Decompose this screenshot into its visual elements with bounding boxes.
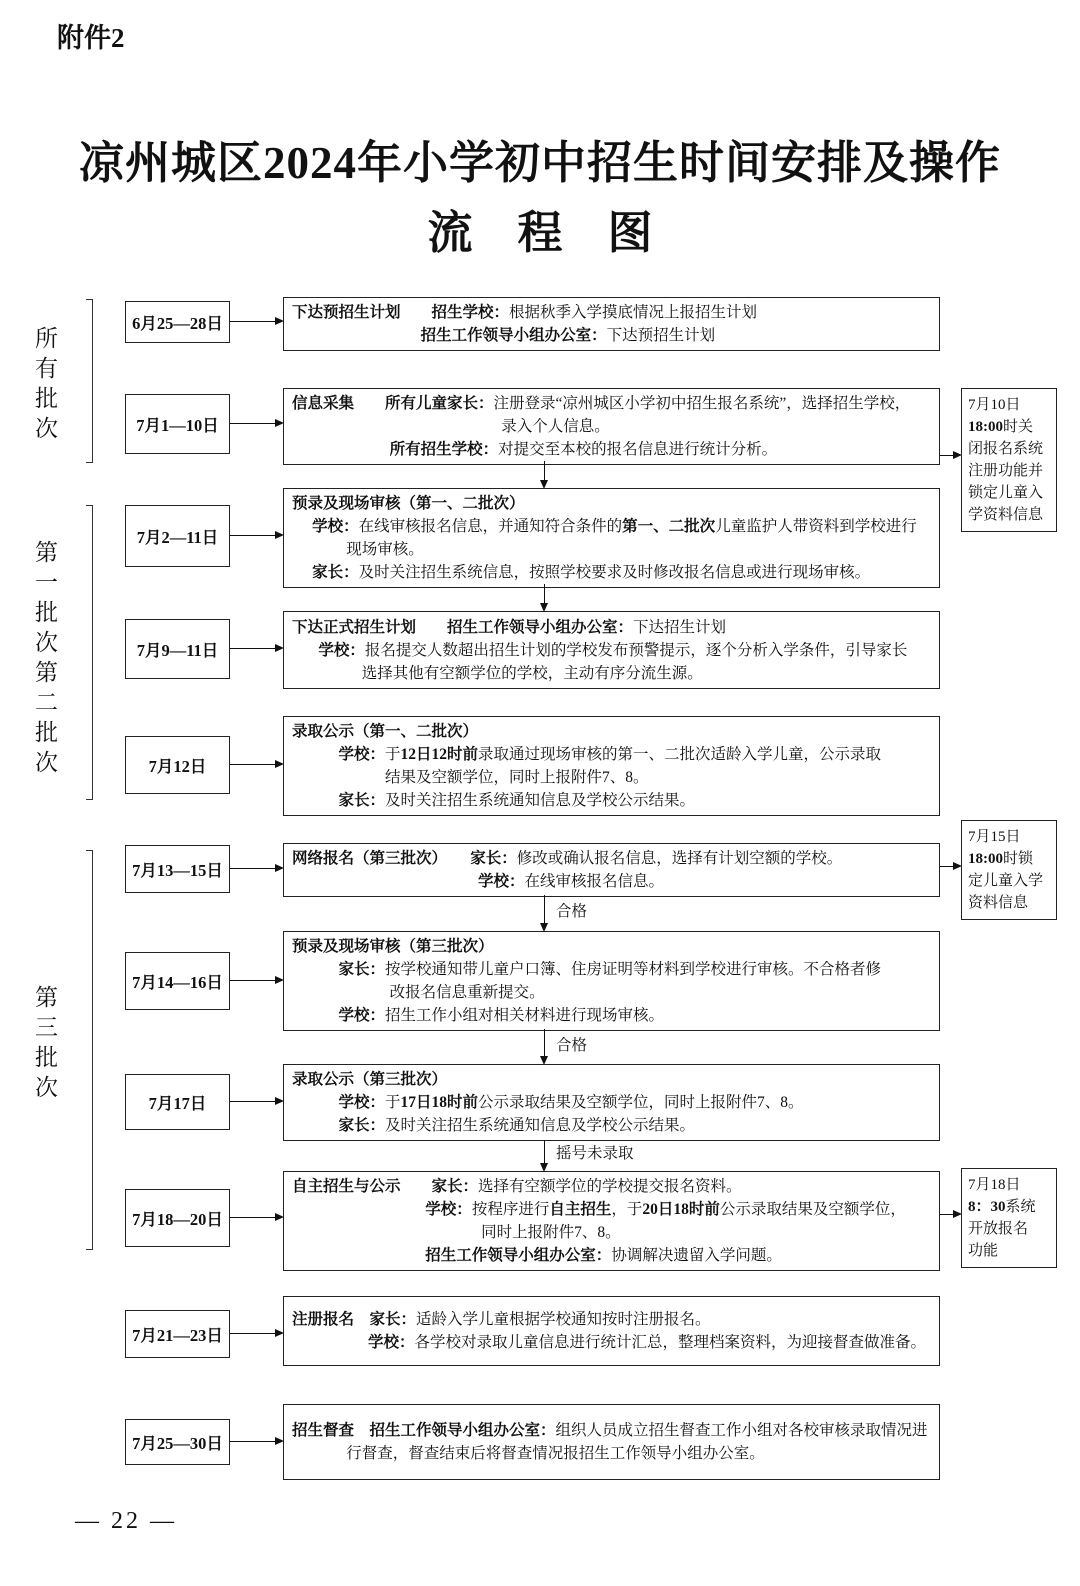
side-note-text-line <box>968 1196 1050 1218</box>
text-segment: 功能 <box>968 1243 999 1259</box>
step-text-line <box>292 766 931 789</box>
bold-text-segment: 家长： <box>431 1178 479 1195</box>
bold-text-segment: 家长： <box>470 850 517 867</box>
batch-label-all-batches: 所有批次 <box>32 326 57 446</box>
text-segment: 选择有空额学位的学校提交报名资料。 <box>478 1178 742 1195</box>
bold-text-segment: 所有招生学校： <box>389 441 499 458</box>
bold-text-segment: 信息采集 <box>292 395 355 412</box>
text-segment: 于 <box>385 1094 401 1111</box>
bold-text-segment: 家长： <box>338 1117 386 1134</box>
text-segment: 根据秋季入学摸底情况上报招生计划 <box>509 304 758 321</box>
date-box-row-8: 7月17日 <box>125 1074 230 1130</box>
text-segment <box>401 304 432 321</box>
step-box-10 <box>283 1296 940 1366</box>
text-segment: 组织人员成立招生督查工作小组对各校审核录取情况进 <box>555 1422 928 1439</box>
bold-text-segment: 招生工作领导小组办公室： <box>425 1247 612 1264</box>
bold-text-segment: 学校： <box>338 1094 386 1111</box>
bold-text-segment: 招生工作领导小组办公室： <box>420 327 607 344</box>
text-segment <box>354 1422 370 1439</box>
bold-text-segment: 18:00 <box>968 851 1003 867</box>
arrow-date-to-step-9 <box>230 1217 275 1218</box>
bold-text-segment: 家长： <box>312 564 359 581</box>
text-segment: 定儿童入学 <box>968 873 1044 889</box>
bold-text-segment: 录取公示（第三批次） <box>292 1071 448 1088</box>
text-segment: 下达预招生计划 <box>606 327 716 344</box>
arrow-date-to-step-8 <box>230 1101 275 1102</box>
arrow-date-to-step-1 <box>230 321 275 322</box>
side-note-text-line <box>968 416 1050 438</box>
text-segment: 按程序进行 <box>471 1201 550 1218</box>
bold-text-segment: 下达正式招生计划 <box>292 618 417 636</box>
bold-text-segment: 学校： <box>318 641 365 659</box>
step-box-3 <box>283 488 940 588</box>
side-note-text-line <box>968 394 1050 416</box>
step-text-line <box>292 392 931 415</box>
bold-text-segment: 自主招生与公示 <box>292 1178 401 1195</box>
step-box-5 <box>283 716 940 816</box>
arrow-to-side-note-3 <box>940 1214 953 1215</box>
text-segment: 及时关注招生系统信息，按照学校要求及时修改报名信息或进行现场审核。 <box>358 564 871 581</box>
bold-text-segment: 学校： <box>338 1007 386 1024</box>
bold-text-segment: 学校： <box>312 518 359 535</box>
bracket-all-batches <box>86 299 93 463</box>
text-segment <box>416 619 447 636</box>
document-title-line1: 凉州城区2024年小学初中招生时间安排及操作 <box>78 138 1001 188</box>
date-box-row-3: 7月2—11日 <box>125 505 230 567</box>
connector-label-c4: 合格 <box>556 1037 588 1054</box>
text-segment: 公示录取结果及空额学位， <box>719 1201 906 1218</box>
arrow-date-to-step-10 <box>230 1333 275 1334</box>
step-text-line <box>292 1004 931 1027</box>
side-note-text-line <box>968 482 1050 504</box>
date-box-row-6: 7月13—15日 <box>125 845 230 893</box>
bold-text-segment: 学校： <box>478 873 525 890</box>
batch-label-third-batch: 第三批次 <box>32 985 57 1105</box>
text-segment: 改报名信息重新提交。 <box>389 984 545 1001</box>
step-text-line <box>292 1331 931 1354</box>
step-box-9 <box>283 1171 940 1271</box>
bold-text-segment: 学校： <box>425 1201 472 1218</box>
text-segment: 按学校通知带儿童户口簿、住房证明等材料到学校进行审核。不合格者修 <box>385 961 882 978</box>
text-segment: 报名提交人数超出招生计划的学校发布预警提示，逐个分析入学条件，引导家长 <box>364 641 908 659</box>
text-segment: 时锁 <box>1003 851 1034 867</box>
step-text-line <box>292 1419 931 1442</box>
text-segment: 时关 <box>1003 419 1034 435</box>
step-box-8 <box>283 1064 940 1141</box>
bold-text-segment: 下达预招生计划 <box>292 304 401 321</box>
arrow-date-to-step-2 <box>230 423 275 424</box>
side-note-text-line <box>968 460 1050 482</box>
bold-text-segment: 所有儿童家长： <box>385 395 494 412</box>
bold-text-segment: 预录及现场审核（第三批次） <box>292 938 494 955</box>
text-segment <box>439 850 470 867</box>
text-segment: 下达招生计划 <box>633 618 727 636</box>
side-note-text-line <box>968 1174 1050 1196</box>
text-segment: 在线审核报名信息。 <box>524 873 665 890</box>
text-segment: 修改或确认报名信息，选择有计划空额的学校。 <box>516 850 843 867</box>
date-box-row-11: 7月25—30日 <box>125 1419 230 1465</box>
bracket-batch-3 <box>86 850 93 1250</box>
step-text-line <box>292 1198 931 1221</box>
text-segment: 公示录取结果及空额学位，同时上报附件7、8。 <box>478 1094 804 1111</box>
side-note-3 <box>961 1168 1057 1268</box>
step-text-line <box>292 1091 931 1114</box>
step-text-line <box>292 1244 931 1267</box>
text-segment: 7月18日 <box>968 1177 1021 1193</box>
bold-text-segment: 招生督查 <box>292 1422 355 1439</box>
bold-text-segment: 家长： <box>338 961 386 978</box>
step-text-line <box>292 301 931 324</box>
down-arrow-c1 <box>544 461 545 480</box>
side-note-text-line <box>968 892 1050 914</box>
arrow-date-to-step-4 <box>230 648 275 649</box>
step-text-line <box>292 789 931 812</box>
text-segment: 于 <box>385 746 401 763</box>
bold-text-segment: 注册报名 <box>292 1311 355 1328</box>
bold-text-segment: 家长： <box>369 1311 417 1328</box>
bold-text-segment: 17日18时前 <box>400 1094 479 1111</box>
connector-label-c5: 摇号未录取 <box>556 1145 634 1162</box>
side-note-text-line <box>968 826 1050 848</box>
text-segment: 适龄入学儿童根据学校通知按时注册报名。 <box>416 1311 711 1328</box>
step-box-2 <box>283 388 940 465</box>
text-segment: 在线审核报名信息，并通知符合条件的 <box>358 518 623 535</box>
date-box-row-1: 6月25—28日 <box>125 301 230 343</box>
step-box-4 <box>283 611 940 689</box>
text-segment: 7月15日 <box>968 829 1021 845</box>
text-segment: 选择其他有空额学位的学校，主动有序分流生源。 <box>361 664 703 682</box>
step-text-line <box>292 743 931 766</box>
text-segment: 7月10日 <box>968 397 1021 413</box>
step-text-line <box>292 720 931 743</box>
text-segment: 开放报名 <box>968 1221 1029 1237</box>
step-text-line <box>292 1175 931 1198</box>
text-segment: 及时关注招生系统通知信息及学校公示结果。 <box>385 1117 696 1134</box>
text-segment: 各学校对录取儿童信息进行统计汇总，整理档案资料，为迎接督查做准备。 <box>414 1334 926 1351</box>
text-segment: 招生工作小组对相关材料进行现场审核。 <box>385 1007 665 1024</box>
bold-text-segment: 招生工作领导小组办公室： <box>447 618 634 636</box>
batch-label-first-batch: 第一批次 <box>32 540 57 660</box>
attachment-label: 附件2 <box>57 23 125 53</box>
connector-label-c3: 合格 <box>556 903 588 920</box>
text-segment: 注册登录“凉州城区小学初中招生报名系统”，选择招生学校， <box>493 395 911 412</box>
text-segment: 儿童监护人带资料到学校进行 <box>715 518 917 535</box>
bold-text-segment: 学校： <box>367 1334 415 1351</box>
side-note-1 <box>961 388 1057 532</box>
step-text-line <box>292 1114 931 1137</box>
step-text-line <box>292 981 931 1004</box>
date-box-row-2: 7月1—10日 <box>125 394 230 454</box>
bold-text-segment: 第一、二批次 <box>622 518 716 535</box>
text-segment: 结果及空额学位，同时上报附件7、8。 <box>385 769 649 786</box>
text-segment: ，于 <box>611 1201 643 1218</box>
text-segment: 同时上报附件7、8。 <box>481 1224 621 1241</box>
step-text-line <box>292 616 931 639</box>
bold-text-segment: 招生学校： <box>431 304 510 321</box>
arrow-date-to-step-5 <box>230 764 275 765</box>
side-note-text-line <box>968 1240 1050 1262</box>
step-text-line <box>292 639 931 662</box>
side-note-2 <box>961 820 1057 920</box>
date-box-row-10: 7月21—23日 <box>125 1310 230 1358</box>
step-box-11 <box>283 1404 940 1480</box>
side-note-text-line <box>968 438 1050 460</box>
bold-text-segment: 8：30 <box>968 1199 1006 1215</box>
down-arrow-c4 <box>544 1029 545 1056</box>
text-segment: 行督查，督查结束后将督查情况报招生工作领导小组办公室。 <box>346 1445 765 1462</box>
step-text-line <box>292 1221 931 1244</box>
arrow-to-side-note-1 <box>940 455 953 456</box>
text-segment: 锁定儿童入 <box>968 485 1044 501</box>
page-number: — 22 — <box>75 1508 177 1534</box>
bold-text-segment: 学校： <box>338 746 386 763</box>
document-title-line2: 流 程 图 <box>427 208 653 258</box>
text-segment: 系统 <box>1005 1199 1036 1215</box>
bold-text-segment: 网络报名（第三批次） <box>292 850 440 867</box>
step-text-line <box>292 515 931 538</box>
text-segment: 学资料信息 <box>968 507 1044 523</box>
arrow-date-to-step-7 <box>230 980 275 981</box>
text-segment: 协调解决遗留入学问题。 <box>611 1247 782 1264</box>
step-text-line <box>292 324 931 347</box>
bold-text-segment: 12日12时前 <box>400 746 479 763</box>
arrow-date-to-step-3 <box>230 535 275 536</box>
step-box-6 <box>283 843 940 897</box>
text-segment <box>401 1178 432 1195</box>
step-box-1 <box>283 297 940 351</box>
step-text-line <box>292 958 931 981</box>
step-text-line <box>292 492 931 515</box>
side-note-text-line <box>968 504 1050 526</box>
text-segment: 及时关注招生系统通知信息及学校公示结果。 <box>385 792 696 809</box>
date-box-row-7: 7月14—16日 <box>125 952 230 1010</box>
step-text-line <box>292 438 931 461</box>
text-segment: 录取通过现场审核的第一、二批次适龄入学儿童，公示录取 <box>478 746 882 763</box>
bold-text-segment: 家长： <box>338 792 386 809</box>
step-text-line <box>292 935 931 958</box>
down-arrow-c2 <box>544 584 545 603</box>
arrow-to-side-note-2 <box>940 866 953 867</box>
bold-text-segment: 招生工作领导小组办公室： <box>369 1422 556 1439</box>
bold-text-segment: 预录及现场审核（第一、二批次） <box>292 495 525 512</box>
bold-text-segment: 20日18时前 <box>642 1201 720 1218</box>
step-text-line <box>292 847 931 870</box>
text-segment: 现场审核。 <box>346 541 424 558</box>
bold-text-segment: 18:00 <box>968 419 1003 435</box>
step-text-line <box>292 538 931 561</box>
down-arrow-c3 <box>544 895 545 923</box>
date-box-row-5: 7月12日 <box>125 736 230 794</box>
step-text-line <box>292 662 931 685</box>
step-text-line <box>292 415 931 438</box>
side-note-text-line <box>968 870 1050 892</box>
down-arrow-c5 <box>544 1140 545 1163</box>
step-text-line <box>292 870 931 893</box>
text-segment: 录入个人信息。 <box>501 418 610 435</box>
arrow-date-to-step-11 <box>230 1441 275 1442</box>
arrow-date-to-step-6 <box>230 868 275 869</box>
text-segment: 闭报名系统 <box>968 441 1044 457</box>
bold-text-segment: 录取公示（第一、二批次） <box>292 723 479 740</box>
text-segment <box>354 1311 370 1328</box>
bold-text-segment: 自主招生 <box>549 1201 612 1218</box>
date-box-row-4: 7月9—11日 <box>125 619 230 679</box>
step-box-7 <box>283 931 940 1031</box>
step-text-line <box>292 1308 931 1331</box>
text-segment <box>354 395 385 412</box>
side-note-text-line <box>968 848 1050 870</box>
text-segment: 注册功能并 <box>968 463 1044 479</box>
date-box-row-9: 7月18—20日 <box>125 1189 230 1247</box>
bracket-batch-1-2 <box>86 505 93 800</box>
text-segment: 资料信息 <box>968 895 1029 911</box>
batch-label-second-batch: 第二批次 <box>32 660 57 780</box>
step-text-line <box>292 561 931 584</box>
step-text-line <box>292 1068 931 1091</box>
side-note-text-line <box>968 1218 1050 1240</box>
step-text-line <box>292 1442 931 1465</box>
text-segment: 对提交至本校的报名信息进行统计分析。 <box>498 441 778 458</box>
